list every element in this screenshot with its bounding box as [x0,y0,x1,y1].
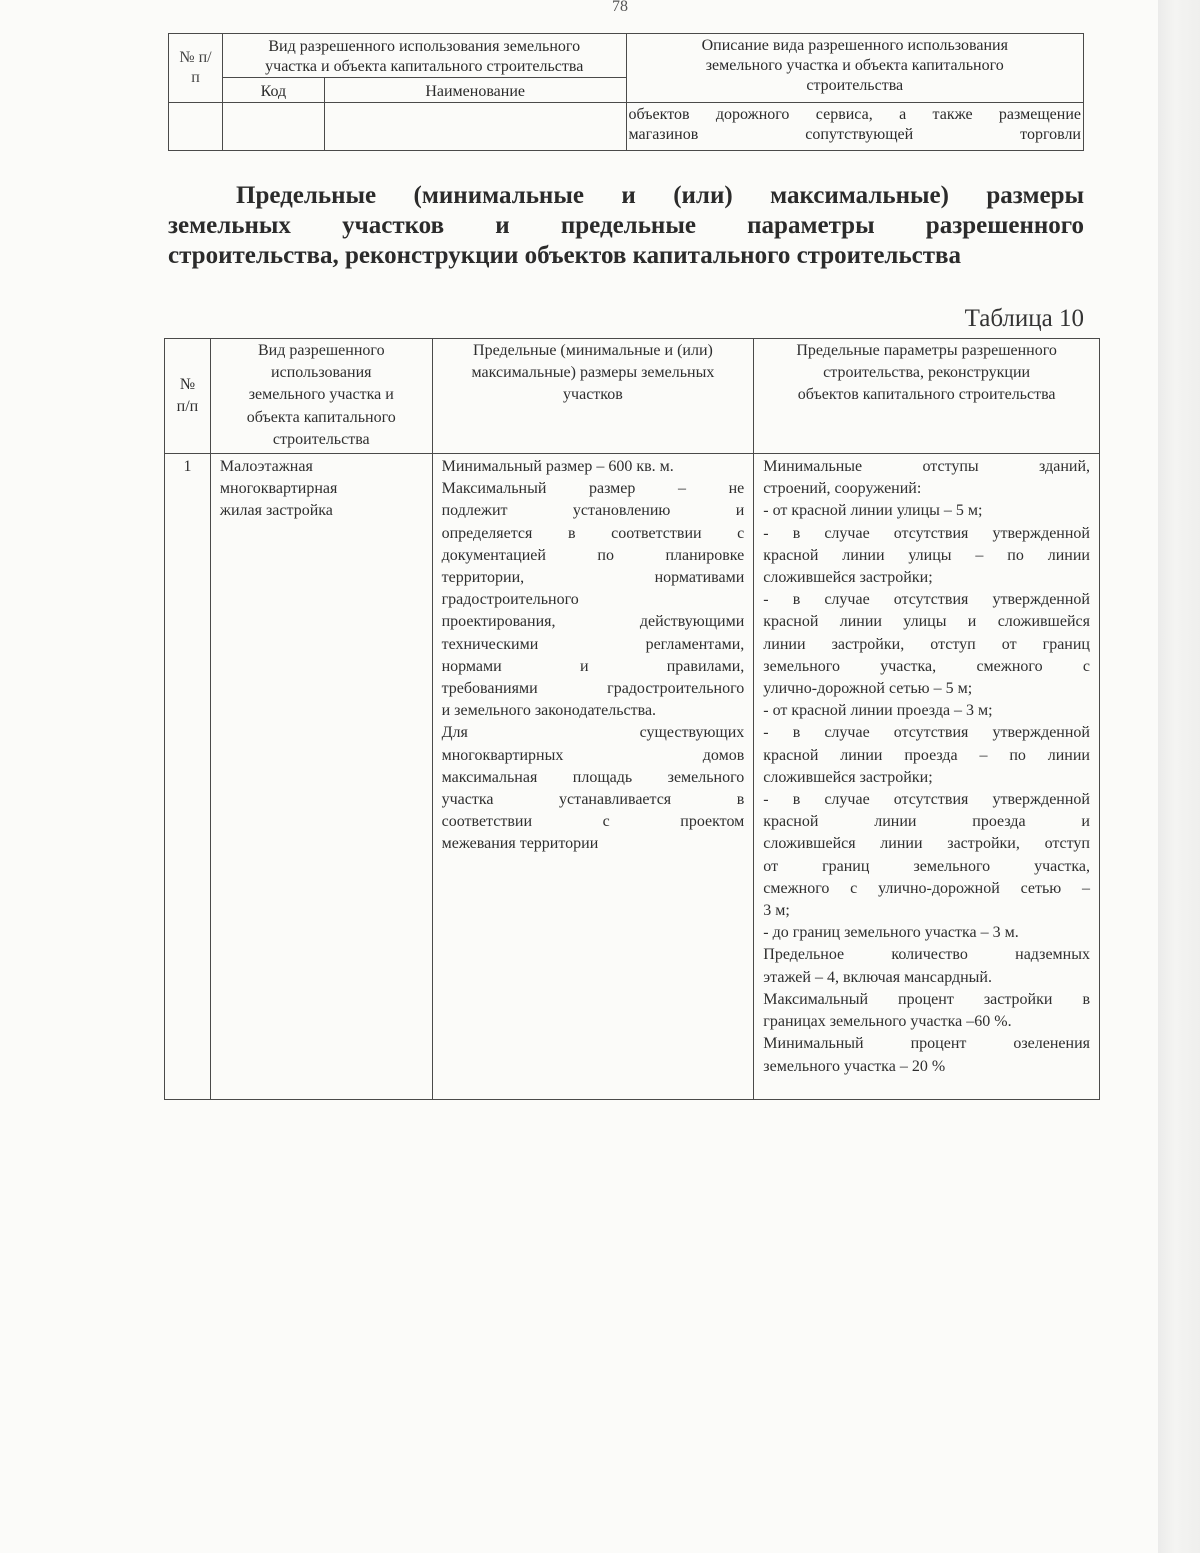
text-line: Предельные параметры разрешенного [796,342,1057,359]
text-line: 3 м; [763,902,790,920]
text-line: красной линии улицы – по линии [763,546,1090,564]
text-line: границах земельного участка –60 %. [763,1013,1012,1031]
text-line: межевания территории [441,835,599,853]
continuation-table [168,33,1084,151]
text-line: - от красной линии проезда – 3 м; [763,702,993,720]
header-use-group: Вид разрешенного использования земельного участка и объекта капитального строительства [222,34,626,78]
page-number: 78 [612,0,628,14]
text-line: линии застройки, отступ от границ [763,635,1090,653]
header-num: № п/п [169,34,223,103]
text-line: Максимальный размер – не [441,480,745,498]
header-code: Код [222,78,324,103]
text-line: этажей – 4, включая мансардный. [763,968,992,986]
text-line: многоквартирных домов [441,746,745,764]
text-line: техническими регламентами, [441,635,745,653]
text-line: определяется в соответствии с [441,524,745,542]
text-line: - в случае отсутствия утвержденной [763,724,1090,742]
text-line: подлежит установлению и [441,502,745,520]
text-line: Предельные (минимальные и (или) [473,342,713,359]
text-line: - в случае отсутствия утвержденной [763,591,1090,609]
main-row-kind [210,454,432,1100]
text-line: документацией по планировке [441,546,745,564]
main-row-sizes [432,454,754,1100]
text-line: объекта капитального [246,408,396,426]
text-line: строительства, реконструкции [823,364,1031,382]
text-line: Для существующих [441,724,745,742]
section-heading: Предельные (минимальные и (или) максимальные) размеры земельных участков и предельные параметры разрешенного строительства, реконструкции объектов капитального строительства [168,182,1084,269]
text-line: максимальная площадь земельного [441,768,745,786]
row-num [169,103,223,151]
text-line: от границ земельного участка, [763,857,1090,875]
text-line: смежного с улично-дорожной сетью – [763,879,1090,897]
text-line: улично-дорожной сетью – 5 м; [763,680,973,698]
text-line: земельного участка, смежного с [763,657,1090,675]
text-line: сложившейся линии застройки, отступ [763,835,1090,853]
text-line: - в случае отсутствия утвержденной [763,791,1090,809]
text-line: - до границ земельного участка – 3 м. [763,924,1019,942]
text-line: красной линии улицы и сложившейся [763,613,1090,631]
text-line: участков [563,386,623,404]
main-row-params [754,454,1100,1100]
text-line: проектирования, действующими [441,613,745,631]
parameters-table [164,338,1100,1100]
text-line: красной линии проезда и [763,813,1090,831]
text-line: земельного участка и [248,386,394,404]
scan-edge [1158,0,1200,1553]
text-line: красной линии проезда – по линии [763,746,1090,764]
text-line: Вид разрешенного [257,342,385,359]
header-description: Описание вида разрешенного использования земельного участка и объекта капитального строительства [626,34,1083,103]
text-line: соответствии с проектом [441,813,745,831]
main-header-sizes [432,339,754,454]
text-line: нормами и правилами, [441,657,745,675]
text-line: градостроительного [441,591,579,609]
main-header-params [754,339,1100,454]
text-line: сложившейся застройки; [763,768,933,786]
table-label: Таблица 10 [964,305,1084,332]
text-line: объектов капитального строительства [797,386,1056,404]
text-line: строительства [272,430,370,448]
main-row-num: 1 [165,454,211,1100]
text-line: использования [271,364,372,382]
text-line: участка устанавливается в [441,791,745,809]
text-line: и земельного законодательства. [441,702,657,720]
text-line: сложившейся застройки; [763,569,933,587]
main-header-kind [210,339,432,454]
text-line: территории, нормативами [441,569,745,587]
text-line: жилая застройка [219,502,333,520]
text-line: многоквартирная [219,480,338,498]
text-line: максимальные) размеры земельных [471,364,715,382]
text-line: Минимальный процент озеленения [763,1035,1090,1053]
text-line: Малоэтажная [219,458,313,476]
text-line: - от красной линии улицы – 5 м; [763,502,983,520]
row-code [222,103,324,151]
text-line: строений, сооружений: [763,480,922,498]
header-name: Наименование [324,78,626,103]
text-line: земельного участка – 20 % [763,1057,946,1075]
text-line: требованиями градостроительного [441,680,745,698]
text-line: Предельное количество надземных [763,946,1090,964]
main-header-num: № п/п [165,339,211,454]
row-description: объектов дорожного сервиса, а также размещение магазинов сопутствующей торговли [626,103,1083,151]
text-line: Минимальные отступы зданий, [763,458,1090,476]
text-line: Максимальный процент застройки в [763,990,1090,1008]
text-line: Минимальный размер – 600 кв. м. [441,458,674,476]
row-name [324,103,626,151]
text-line: - в случае отсутствия утвержденной [763,524,1090,542]
